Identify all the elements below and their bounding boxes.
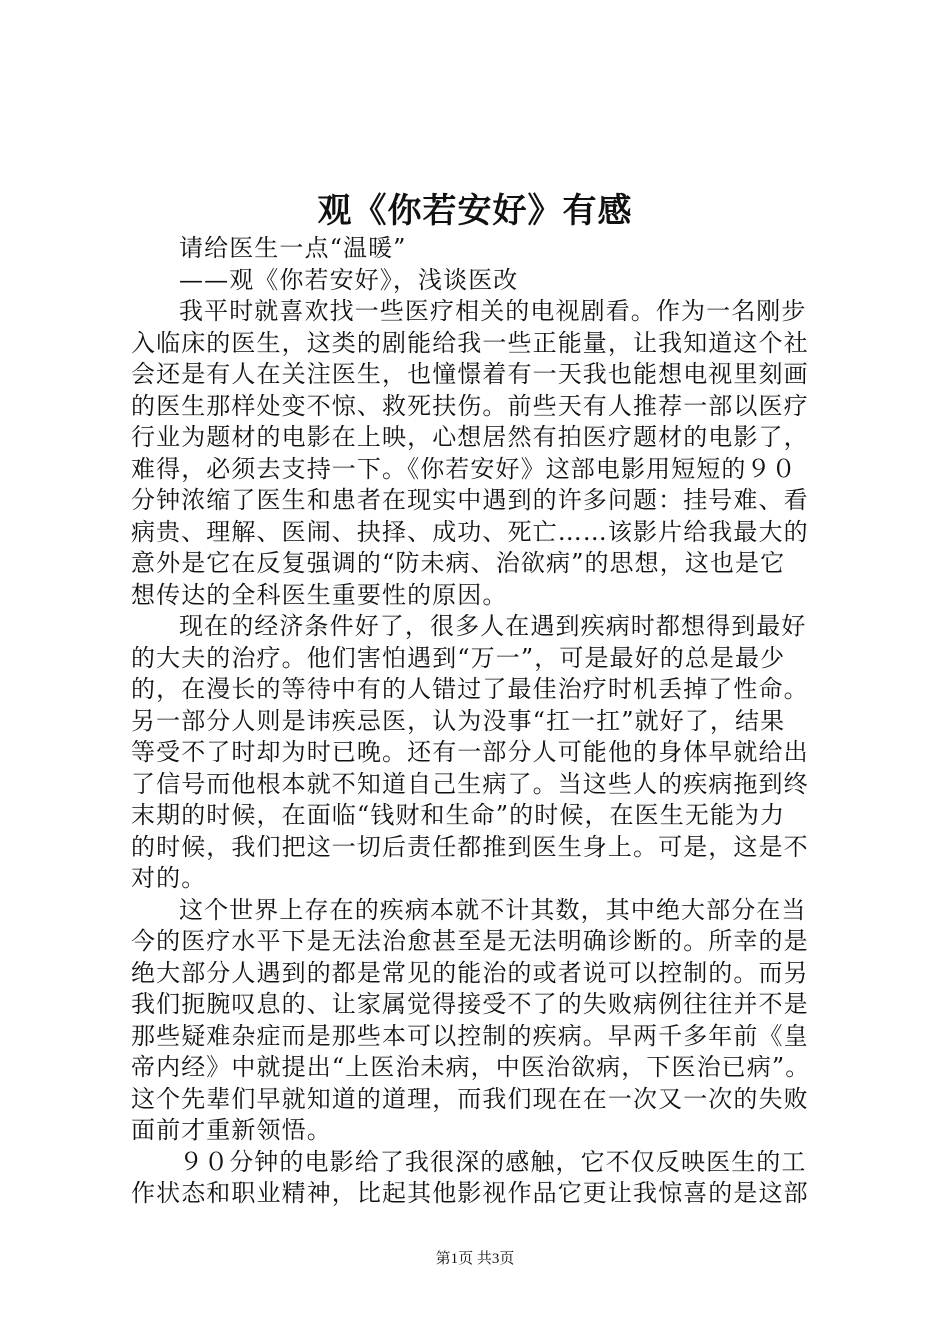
paragraph-line: 我平时就喜欢找一些医疗相关的电视剧看。作为一名刚步 xyxy=(179,297,807,325)
paragraph-line: 末期的时候，在面临“钱财和生命”的时候，在医生无能为力 xyxy=(131,801,786,829)
paragraph-line: 作状态和职业精神，比起其他影视作品它更让我惊喜的是这部 xyxy=(131,1179,809,1207)
paragraph-line: 难得，必须去支持一下。《你若安好》这部电影用短短的９０ xyxy=(131,454,797,483)
paragraph-line: 另一部分人则是讳疾忌医，认为没事“扛一扛”就好了，结果 xyxy=(131,706,786,735)
paragraph-line: ９０分钟的电影给了我很深的感触，它不仅反映医生的工 xyxy=(179,1147,807,1176)
subtitle-line: ——观《你若安好》，浅谈医改 xyxy=(179,265,519,294)
paragraph-line: 的大夫的治疗。他们害怕遇到“万一”，可是最好的总是最少 xyxy=(131,643,786,672)
paragraph-line: 想传达的全科医生重要性的原因。 xyxy=(131,580,508,609)
paragraph-line: 病贵、理解、医闹、抉择、成功、死亡……该影片给我最大的 xyxy=(131,517,809,546)
paragraph-line: 对的。 xyxy=(131,864,207,892)
paragraph-line: 我们扼腕叹息的、让家属觉得接受不了的失败病例往往并不是 xyxy=(131,990,809,1018)
page-number-footer: 第1页 共3页 xyxy=(435,1251,515,1267)
paragraph-line: 会还是有人在关注医生，也憧憬着有一天我也能想电视里刻画 xyxy=(131,360,809,388)
subtitle-line: 请给医生一点“温暖” xyxy=(179,234,407,262)
paragraph-line: 的，在漫长的等待中有的人错过了最佳治疗时机丢掉了性命。 xyxy=(131,675,809,703)
paragraph-line: 现在的经济条件好了，很多人在遇到疾病时都想得到最好 xyxy=(179,612,807,640)
paragraph-line: 的时候，我们把这一切后责任都推到医生身上。可是，这是不 xyxy=(131,832,809,861)
paragraph-line: 绝大部分人遇到的都是常见的能治的或者说可以控制的。而另 xyxy=(131,958,809,987)
paragraph-line: 帝内经》中就提出“上医治未病，中医治欲病，下医治已病”。 xyxy=(131,1053,811,1081)
document-body xyxy=(131,233,831,1210)
paragraph-line: 意外是它在反复强调的“防未病、治欲病”的思想，这也是它 xyxy=(131,549,786,577)
paragraph-line: 这个世界上存在的疾病本就不计其数，其中绝大部分在当 xyxy=(179,895,807,924)
paragraph-line: 等受不了时却为时已晚。还有一部分人可能他的身体早就给出 xyxy=(131,738,809,766)
paragraph-line: 那些疑难杂症而是那些本可以控制的疾病。早两千多年前《皇 xyxy=(131,1021,809,1050)
paragraph-line: 的医生那样处变不惊、救死扶伤。前些天有人推荐一部以医疗 xyxy=(131,391,809,420)
paragraph-line: 了信号而他根本就不知道自己生病了。当这些人的疾病拖到终 xyxy=(131,769,809,798)
document-title: 观《你若安好》有感 xyxy=(317,191,633,231)
paragraph-line: 面前才重新领悟。 xyxy=(131,1116,332,1144)
paragraph-line: 分钟浓缩了医生和患者在现实中遇到的许多问题：挂号难、看 xyxy=(131,486,809,514)
paragraph-line: 入临床的医生，这类的剧能给我一些正能量，让我知道这个社 xyxy=(131,328,809,357)
paragraph-line: 今的医疗水平下是无法治愈甚至是无法明确诊断的。所幸的是 xyxy=(131,927,809,955)
paragraph-line: 这个先辈们早就知道的道理，而我们现在在一次又一次的失败 xyxy=(131,1084,809,1113)
paragraph-line: 行业为题材的电影在上映，心想居然有拍医疗题材的电影了， xyxy=(131,423,809,451)
